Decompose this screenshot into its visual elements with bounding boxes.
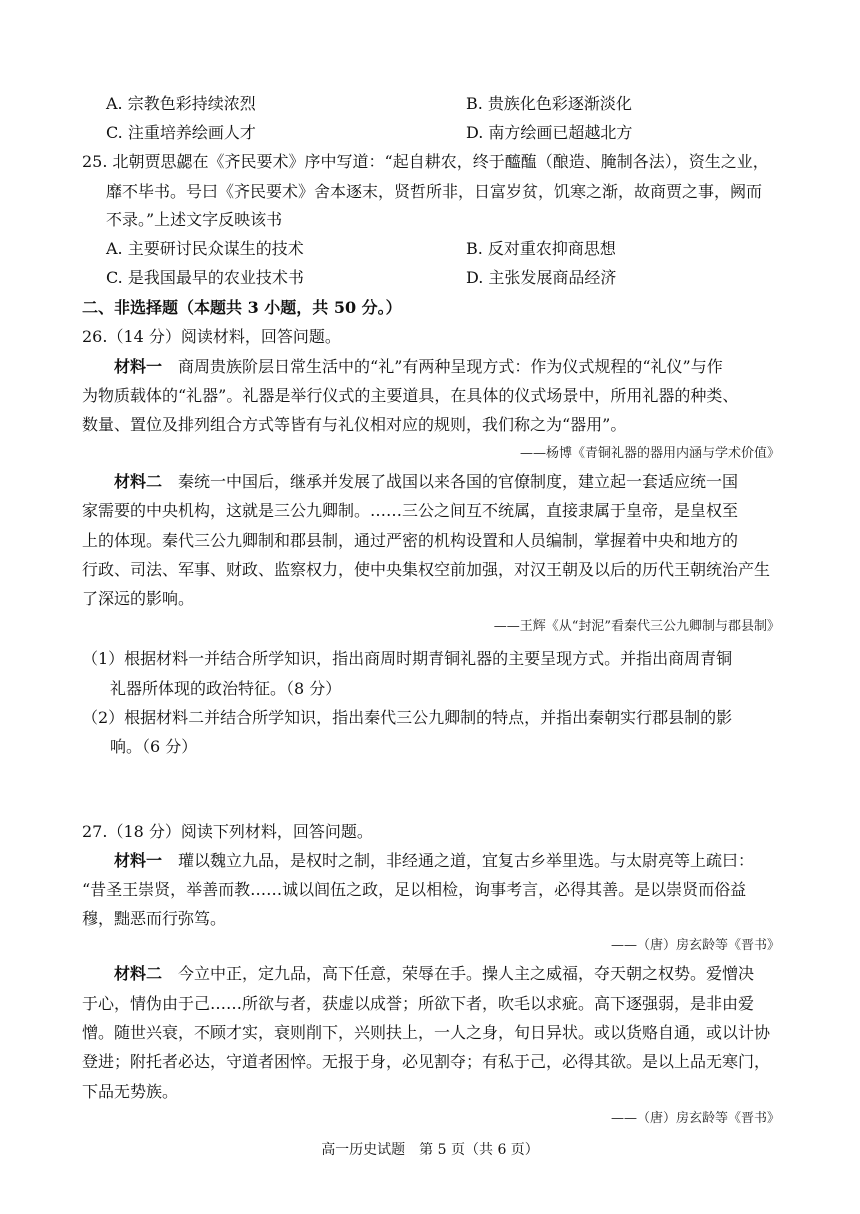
q26-material-1-line-1	[114, 355, 782, 379]
q27-material-1-line-3: 穆，黜恶而行弥笃。	[82, 909, 227, 928]
q27-material-2-line-2: 于心，情伪由于己……所欲与者，获虚以成誉；所欲下者，吹毛以求疵。高下逐强弱，是非由爱	[82, 994, 755, 1013]
q27-material-2-label: 材料二	[114, 964, 163, 983]
q25-option-b: B. 反对重农抑商思想	[466, 239, 616, 258]
q26-stem: 26.（14 分）阅读材料，回答问题。	[82, 327, 341, 346]
q27-material-1-line-2: “昔圣王崇贤，举善而教……诚以闾伍之政，足以相检，询事考言，必得其善。是以崇贤而俗益	[82, 880, 747, 899]
page-footer: 高一历史试题 第 5 页（共 6 页）	[321, 1142, 539, 1158]
q25-stem-line-2: 靡不毕书。号曰《齐民要术》舍本逐末，贤哲所非，日富岁贫，饥寒之渐，故商贾之事，阙而	[106, 182, 763, 201]
section-2-title: 二、非选择题（本题共 3 小题，共 50 分。）	[82, 298, 402, 317]
q26-material-2-line-4: 行政、司法、军事、财政、监察权力，使中央集权空前加强，对汉王朝及以后的历代王朝统治产生	[82, 560, 771, 579]
q25-stem-line-3: 不录。”上述文字反映该书	[106, 210, 283, 229]
q25-option-c: C. 是我国最早的农业技术书	[106, 268, 304, 287]
q26-material-1-source: ——杨博《青铜礼器的器用内涵与学术价值》	[519, 446, 780, 461]
q27-material-2-source: ——（唐）房玄龄等《晋书》	[610, 1111, 780, 1126]
q25-stem-line-1: 25. 北朝贾思勰在《齐民要术》序中写道：“起自耕农，终于醯醢（酿造、腌制各法），资生之业，	[82, 152, 769, 171]
q25-option-d: D. 主张发展商品经济	[466, 268, 617, 287]
q26-material-1-text-1: 商周贵族阶层日常生活中的“礼”有两种呈现方式：作为仪式规程的“礼仪”与作	[162, 357, 723, 376]
q26-sub-2-line-1: （2）根据材料二并结合所学知识，指出秦代三公九卿制的特点，并指出秦朝实行郡县制的影	[82, 708, 733, 727]
q26-sub-1-line-2: 礼器所体现的政治特征。（8 分）	[110, 679, 342, 698]
q27-material-1-label: 材料一	[114, 851, 163, 870]
q27-material-2-line-1	[114, 962, 782, 986]
q27-material-1-line-1	[114, 849, 782, 873]
q26-sub-1-line-1: （1）根据材料一并结合所学知识，指出商周时期青铜礼器的主要呈现方式。并指出商周青铜	[82, 649, 733, 668]
q26-material-2-label: 材料二	[114, 472, 163, 491]
q27-material-2-text-1: 今立中正，定九品，高下任意，荣辱在手。操人主之威福，夺天朝之权势。爱憎决	[162, 964, 755, 983]
q26-material-2-line-2: 家需要的中央机构，这就是三公九卿制。……三公之间互不统属，直接隶属于皇帝，是皇权至	[82, 501, 739, 520]
q24-option-b: B. 贵族化色彩逐渐淡化	[466, 94, 632, 113]
q26-material-2-source: ——王辉《从“封泥”看秦代三公九卿制与郡县制》	[493, 619, 780, 634]
q25-option-a: A. 主要研讨民众谋生的技术	[106, 239, 304, 258]
q24-option-c: C. 注重培养绘画人才	[106, 123, 256, 142]
q26-material-2-line-3: 上的体现。秦代三公九卿制和郡县制，通过严密的机构设置和人员编制，掌握着中央和地方的	[82, 531, 739, 550]
q24-option-a: A. 宗教色彩持续浓烈	[106, 94, 256, 113]
q27-material-2-line-4: 登进；附托者必达，守道者困悴。无报于身，必见割夺；有私于己，必得其欲。是以上品无寒门，	[82, 1052, 771, 1071]
q26-material-1-line-3: 数量、置位及排列组合方式等皆有与礼仪相对应的规则，我们称之为“器用”。	[82, 415, 627, 434]
q27-material-1-text-1: 瓘以魏立九品，是权时之制，非经通之道，宜复古乡举里选。与太尉亮等上疏曰：	[162, 851, 755, 870]
q27-material-1-source: ——（唐）房玄龄等《晋书》	[610, 938, 780, 953]
q26-material-1-label: 材料一	[114, 357, 163, 376]
q24-option-d: D. 南方绘画已超越北方	[466, 123, 633, 142]
q26-material-1-line-2: 为物质载体的“礼器”。礼器是举行仪式的主要道具，在具体的仪式场景中，所用礼器的种类、	[82, 386, 739, 405]
q27-stem: 27.（18 分）阅读下列材料，回答问题。	[82, 822, 373, 841]
q27-material-2-line-3: 憎。随世兴衰，不顾才实，衰则削下，兴则扶上，一人之身，旬日异状。或以货赂自通，或以计协	[82, 1023, 771, 1042]
q26-material-2-text-1: 秦统一中国后，继承并发展了战国以来各国的官僚制度，建立起一套适应统一国	[162, 472, 739, 491]
q26-sub-2-line-2: 响。（6 分）	[110, 737, 198, 756]
q26-material-2-line-5: 了深远的影响。	[82, 589, 195, 608]
q27-material-2-line-5: 下品无势族。	[82, 1082, 179, 1101]
q26-material-2-line-1	[114, 470, 782, 494]
